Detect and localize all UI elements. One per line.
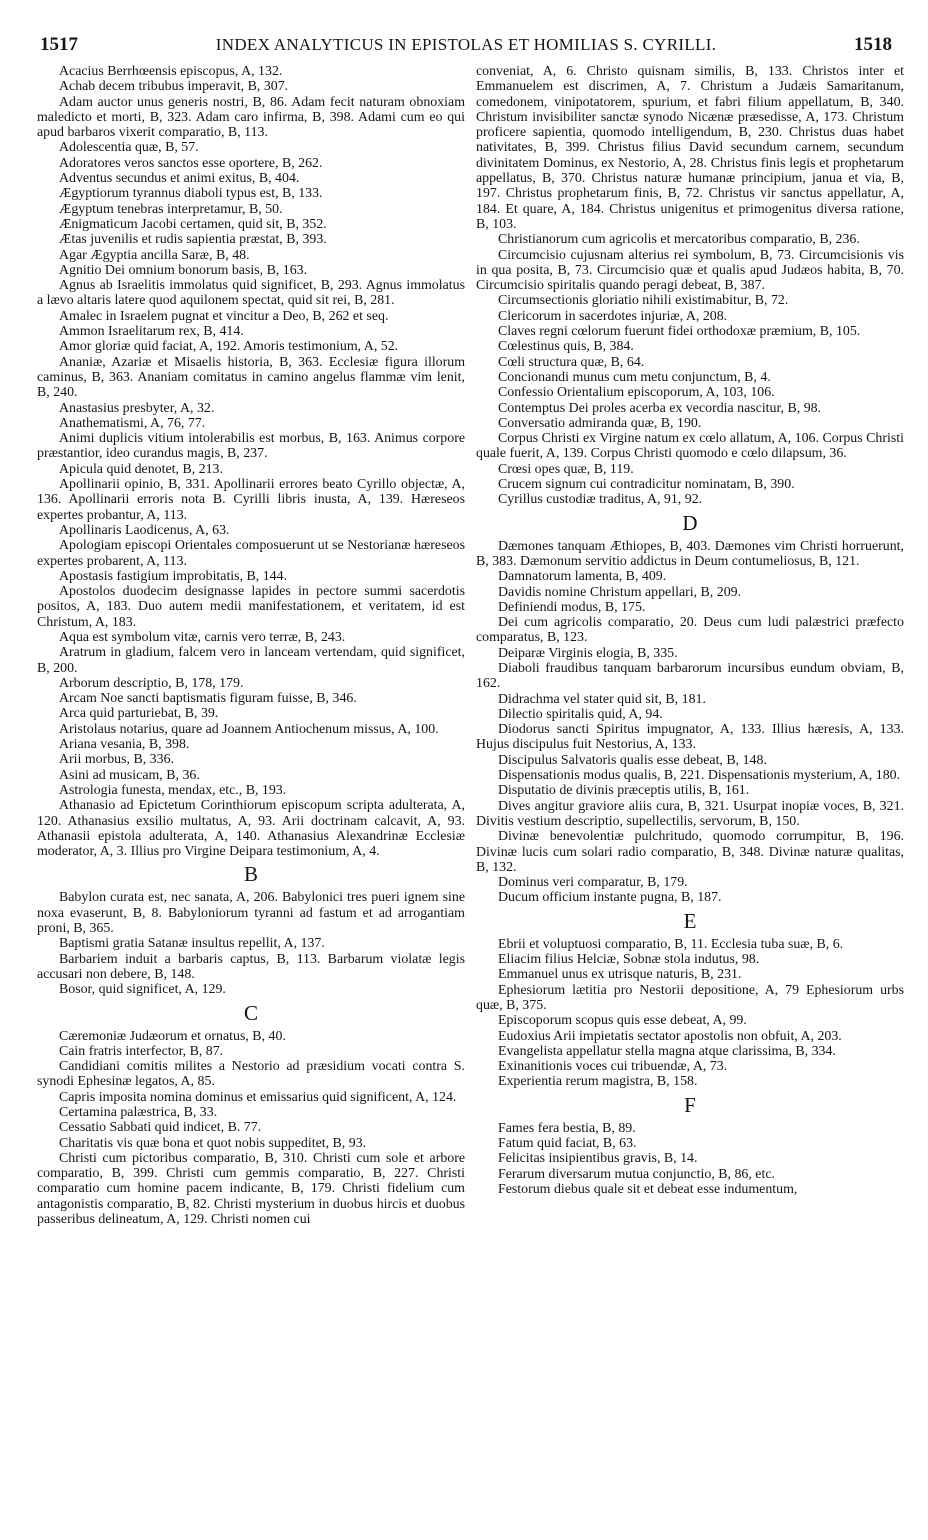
- index-entry: Agnus ab Israelitis immolatus quid significet, B, 293. Agnus immolatus a lævo altaris latere quod aquilonem spectat, quid sit rei, B, 281.: [37, 278, 465, 309]
- index-entry: Ebrii et voluptuosi comparatio, B, 11. Ecclesia tuba suæ, B, 6.: [498, 936, 844, 952]
- index-entry: Amalec in Israelem pugnat et vincitur a Deo, B, 262 et seq.: [59, 308, 389, 324]
- index-entry: Arii morbus, B, 336.: [59, 752, 174, 768]
- section-letter: C: [243, 1000, 258, 1025]
- index-entry: Anastasius presbyter, A, 32.: [59, 400, 215, 416]
- index-entry: Dispensationis modus qualis, B, 221. Dispensationis mysterium, A, 180.: [498, 768, 901, 784]
- index-entry: Apostolos duodecim designasse lapides in pectore summi sacerdotis positos, A, 183. Duo autem medii manifestationem, et veritatem, id est Christum, A, 183.: [37, 584, 465, 630]
- index-entry: Animi duplicis vitium intolerabilis est morbus, B, 163. Animus corpore præstantior, ideo curandus magis, B, 237.: [37, 431, 465, 462]
- index-entry: Eudoxius Arii impietatis sectator apostolis non obfuit, A, 203.: [498, 1028, 842, 1044]
- index-entry: Claves regni cœlorum fuerunt fidei orthodoxæ præmium, B, 105.: [498, 324, 861, 340]
- page-number-left: 1517: [40, 34, 78, 55]
- index-entry: Crœsi opes quæ, B, 119.: [498, 461, 634, 477]
- index-entry: Asini ad musicam, B, 36.: [59, 767, 200, 783]
- index-entry: Concionandi munus cum metu conjunctum, B, 4.: [498, 369, 771, 385]
- index-entry: Felicitas insipientibus gravis, B, 14.: [498, 1151, 698, 1167]
- page-title: INDEX ANALYTICUS IN EPISTOLAS ET HOMILIAS S. CYRILLI.: [215, 35, 717, 54]
- index-entry: Davidis nomine Christum appellari, B, 209.: [498, 584, 742, 600]
- index-entry: Ænigmaticum Jacobi certamen, quid sit, B, 352.: [59, 216, 327, 232]
- index-entry: Discipulus Salvatoris qualis esse debeat, B, 148.: [498, 752, 767, 768]
- index-entry: Corpus Christi ex Virgine natum ex cœlo allatum, A, 106. Corpus Christi quale fuerit, A, 139. Corpus Christi quomodo e cœlo dilapsum, 36.: [476, 431, 904, 462]
- index-entry: Adam auctor unus generis nostri, B, 86. Adam fecit naturam obnoxiam maledicto et morti, B, 323. Adam caro infirma, B, 398. Adami cum eo qui apud barbaros vixerit comparatio, B, 113.: [37, 94, 465, 141]
- section-letter: E: [683, 908, 697, 933]
- index-entry: Clericorum in sacerdotes injuriæ, A, 208.: [498, 308, 728, 324]
- section-letter: B: [243, 862, 258, 887]
- index-entry: Cain fratris interfector, B, 87.: [59, 1043, 224, 1059]
- index-entry: Charitatis vis quæ bona et quot nobis suppeditet, B, 93.: [59, 1135, 367, 1151]
- index-entry: Capris imposita nomina dominus et emissarius quid significent, A, 124.: [59, 1089, 457, 1105]
- index-entry: Fatum quid faciat, B, 63.: [498, 1136, 637, 1151]
- index-entry: Aratrum in gladium, falcem vero in lanceam vertendam, quid significet, B, 200.: [37, 645, 465, 676]
- index-entry: Emmanuel unus ex utrisque naturis, B, 231.: [498, 967, 742, 983]
- index-entry: Candidiani comitis milites a Nestorio ad præsidium vocati contra S. synodi Ephesinæ legatos, A, 85.: [37, 1059, 465, 1090]
- index-entry: conveniat, A, 6. Christo quisnam similis, B, 133. Christos inter et Emmanuelem est discrimen, A, 7. Christum a Judæis Samaritanum, comedonem, vinipotatorem, spurium, et fabri filium appellatum, B, 340. Christum invisibiliter sanctæ synodo Nicænæ præsedisse, A, 173. Christum proficere sapientia, quomodo intelligendum, B, 230. Christus duas habet nativitates, B, 399. Christus filius David secundum carnem, secundum divinitatem Dominus, ex Nestorio, A, 28. Christus finis legis et prophetarum appellatus, B, 370. Christus naturæ humanæ principium, janua et via, B, 197. Christus prophetarum finis, B, 72. Christus vir sanctus appellatur, A, 184. Et quare, A, 184. Christus unigenitus et primogenitus diversa ratione, B, 103.: [476, 64, 904, 232]
- index-entry: Eliacim filius Helciæ, Sobnæ stola indutus, 98.: [498, 952, 760, 968]
- index-entry: Confessio Orientalium episcoporum, A, 103, 106.: [498, 385, 775, 401]
- index-entry: Dæmones tanquam Æthiopes, B, 403. Dæmones vim Christi horruerunt, B, 383. Dæmonum servitio addictus in Deum contumeliosus, B, 121.: [476, 538, 904, 569]
- index-entry: Ægyptiorum tyrannus diaboli typus est, B, 133.: [59, 186, 323, 202]
- index-entry: Adolescentia quæ, B, 57.: [59, 140, 199, 156]
- index-entry: Didrachma vel stater quid sit, B, 181.: [498, 691, 706, 707]
- index-entry: Ammon Israelitarum rex, B, 414.: [59, 324, 244, 340]
- index-entry: Circumsectionis gloriatio nihili existimabitur, B, 72.: [498, 293, 789, 309]
- index-entry: Ferarum diversarum mutua conjunctio, B, 86, etc.: [498, 1166, 775, 1182]
- index-entry: Dilectio spiritalis quid, A, 94.: [498, 706, 663, 722]
- index-entry: Dei cum agricolis comparatio, 20. Deus cum ludi palæstrici præfecto comparatus, B, 123.: [476, 615, 904, 646]
- index-entry: Agar Ægyptia ancilla Saræ, B, 48.: [59, 247, 250, 263]
- index-entry: Baptismi gratia Satanæ insultus repellit, A, 137.: [59, 936, 325, 952]
- page-number-right: 1518: [854, 34, 892, 55]
- index-entry: Agnitio Dei omnium bonorum basis, B, 163.: [59, 262, 308, 278]
- page-header: [40, 34, 892, 56]
- index-entry: Divinæ benevolentiæ pulchritudo, quomodo corrumpitur, B, 196. Divinæ lucis cum solari radio comparatio, B, 348. Divinæ naturæ qualitas, B, 132.: [476, 829, 904, 875]
- index-column-right: [476, 64, 904, 1197]
- index-entry: Cæremoniæ Judæorum et ornatus, B, 40.: [59, 1028, 286, 1044]
- index-entry: Cœli structura quæ, B, 64.: [498, 354, 645, 370]
- index-entry: Apollinaris Laodicenus, A, 63.: [59, 522, 230, 538]
- index-entry: Exinanitionis voces cui tribuendæ, A, 73.: [498, 1059, 728, 1075]
- index-entry: Aqua est symbolum vitæ, carnis vero terræ, B, 243.: [59, 629, 346, 645]
- index-entry: Amor gloriæ quid faciat, A, 192. Amoris testimonium, A, 52.: [59, 339, 399, 355]
- section-letter: F: [684, 1092, 696, 1117]
- index-entry: Apicula quid denotet, B, 213.: [59, 461, 223, 477]
- index-entry: Contemptus Dei proles acerba ex vecordia nascitur, B, 98.: [498, 400, 822, 416]
- index-entry: Festorum diebus quale sit et debeat esse indumentum,: [498, 1181, 798, 1197]
- index-entry: Ducum officium instante pugna, B, 187.: [498, 890, 722, 906]
- index-entry: Ægyptum tenebras interpretamur, B, 50.: [59, 201, 283, 217]
- index-entry: Arborum descriptio, B, 178, 179.: [59, 675, 244, 691]
- index-entry: Evangelista appellatur stella magna atque clarissima, B, 334.: [498, 1043, 836, 1059]
- index-entry: Achab decem tribubus imperavit, B, 307.: [59, 79, 289, 95]
- index-entry: Aristolaus notarius, quare ad Joannem Antiochenum missus, A, 100.: [59, 721, 439, 737]
- index-entry: Ætas juvenilis et rudis sapientia præstat, B, 393.: [59, 232, 327, 248]
- index-entry: Bosor, quid significet, A, 129.: [59, 982, 226, 998]
- index-entry: Cessatio Sabbati quid indicet, B. 77.: [59, 1120, 262, 1136]
- index-entry: Acacius Berrhœensis episcopus, A, 132.: [59, 64, 283, 79]
- index-entry: Cyrillus custodiæ traditus, A, 91, 92.: [498, 492, 703, 508]
- index-entry: Adventus secundus et animi exitus, B, 404.: [59, 171, 300, 187]
- index-entry: Diaboli fraudibus tanquam barbarorum incursibus eundum obviam, B, 162.: [476, 660, 904, 692]
- index-entry: Conversatio admiranda quæ, B, 190.: [498, 415, 702, 431]
- index-entry: Athanasio ad Epictetum Corinthiorum episcopum scripta adulterata, A, 120. Athanasius exsilio multatus, A, 93. Arii doctrinam calcavit, A, 93. Athanasii epistola adulterata, A, 140. Athanasius Alexandrinæ Ecclesiæ moderator, A, 3. Illius pro Virgine Deipara testimonium, A, 4.: [37, 798, 465, 860]
- index-entry: Fames fera bestia, B, 89.: [498, 1120, 636, 1136]
- index-entry: Crucem signum cui contradicitur nominatam, B, 390.: [498, 477, 795, 493]
- section-letter: D: [682, 510, 698, 535]
- index-entry: Ariana vesania, B, 398.: [59, 737, 190, 753]
- index-entry: Circumcisio cujusnam alterius rei symbolum, B, 73. Circumcisionis vis in qua posita, B, 73. Circumcisio quæ et qualis apud Judæos habita, B, 70. Circumcisio spiritalis quando peragi debeat, B, 387.: [476, 247, 904, 294]
- index-entry: Anathematismi, A, 76, 77.: [59, 415, 206, 431]
- index-entry: Apostasis fastigium improbitatis, B, 144.: [59, 568, 288, 584]
- index-entry: Experientia rerum magistra, B, 158.: [498, 1074, 698, 1090]
- index-entry: Arca quid parturiebat, B, 39.: [59, 706, 219, 722]
- index-entry: Certamina palæstrica, B, 33.: [59, 1105, 218, 1120]
- index-entry: Christi cum pictoribus comparatio, B, 310. Christi cum sole et arbore comparatio, B, 399. Christi cum gemmis comparatio, B, 227. Christi comparatio cum homine pacem indicante, B, 179. Christi fidelium cum antagonistis comparatio, B, 82. Christi mysterium in duobus hircis et duobus passeribus delineatum, A, 129. Christi nomen cui: [37, 1150, 465, 1228]
- index-entry: Cœlestinus quis, B, 384.: [498, 339, 634, 355]
- index-entry: Ephesiorum lætitia pro Nestorii depositione, A, 79 Ephesiorum urbs quæ, B, 375.: [476, 982, 904, 1013]
- index-entry: Diodorus sancti Spiritus impugnator, A, 133. Illius hæresis, A, 133. Hujus discipulus fuit Nestorius, A, 133.: [476, 722, 904, 753]
- index-entry: Christianorum cum agricolis et mercatoribus comparatio, B, 236.: [498, 232, 860, 248]
- index-entry: Arcam Noe sancti baptismatis figuram fuisse, B, 346.: [59, 691, 357, 707]
- index-column-left: [37, 64, 465, 1227]
- index-entry: Apollinarii opinio, B, 331. Apollinarii errores beato Cyrillo objectæ, A, 136. Apollinarii erroris nota B. Cyrilli libris inusta, A, 139. Hæreseos expertes probantur, A, 113.: [37, 477, 465, 523]
- index-entry: Deiparæ Virginis elogia, B, 335.: [498, 645, 678, 661]
- index-entry: Astrologia funesta, mendax, etc., B, 193.: [59, 782, 287, 798]
- index-entry: Adoratores veros sanctos esse oportere, B, 262.: [59, 155, 323, 171]
- index-entry: Dives angitur graviore aliis cura, B, 321. Usurpat inopiæ voces, B, 321. Divitis vestium descriptio, supellectilis, servorum, B, 150.: [476, 798, 904, 829]
- index-entry: Episcoporum scopus quis esse debeat, A, 99.: [498, 1013, 747, 1029]
- index-entry: Ananiæ, Azariæ et Misaelis historia, B, 363. Ecclesiæ figura illorum caminus, B, 363. Ananiam comitatus in camino angelus flammæ vim lenit, B, 240.: [37, 354, 465, 401]
- index-entry: Disputatio de divinis præceptis utilis, B, 161.: [498, 783, 750, 799]
- index-entry: Babylon curata est, nec sanata, A, 206. Babylonici tres pueri ignem sine noxa evaserunt, B, 8. Babyloniorum tyranni ad fastum et ad arrogantiam proni, B, 365.: [37, 890, 465, 937]
- index-entry: Dominus veri comparatur, B, 179.: [498, 875, 688, 891]
- index-entry: Damnatorum lamenta, B, 409.: [498, 569, 667, 585]
- index-entry: Definiendi modus, B, 175.: [498, 599, 646, 615]
- index-entry: Apologiam episcopi Orientales composuerunt ut se Nestorianæ hæreseos expertes probarent, A, 113.: [37, 538, 465, 569]
- index-entry: Barbariem induit a barbaris captus, B, 113. Barbarum violatæ legis accusari non debere, B, 148.: [37, 951, 465, 982]
